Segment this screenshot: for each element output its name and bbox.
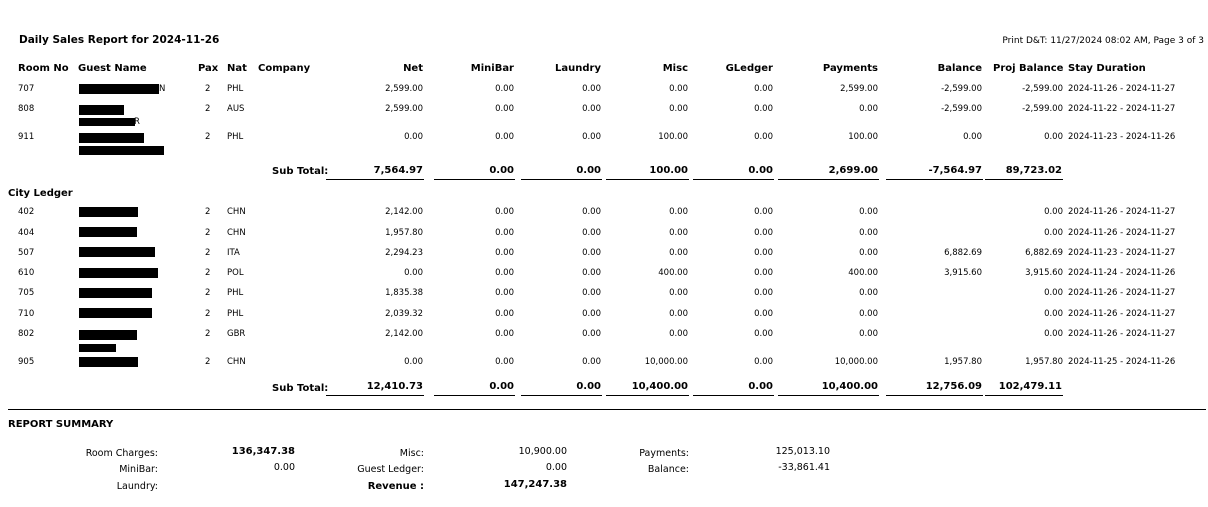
subtotal-underline (606, 179, 689, 180)
stay-duration: 2024-11-23 - 2024-11-26 (1068, 132, 1176, 142)
nat: CHN (227, 357, 246, 367)
redacted-guest-name (79, 207, 138, 217)
room-no: 705 (18, 288, 35, 298)
net: 2,039.32 (385, 309, 423, 319)
room-no: 507 (18, 248, 35, 258)
misc: 0.00 (669, 84, 688, 94)
net: 2,294.23 (385, 248, 423, 258)
payments: 0.00 (859, 207, 878, 217)
col-misc: Misc (662, 63, 688, 74)
subtotal-underline (606, 395, 689, 396)
redacted-guest-name (79, 330, 137, 340)
redacted-guest-name (79, 227, 137, 237)
misc: 0.00 (669, 288, 688, 298)
stay-duration: 2024-11-23 - 2024-11-27 (1068, 248, 1176, 258)
gledger: 0.00 (754, 228, 773, 238)
pax: 2 (205, 309, 211, 319)
nat: CHN (227, 207, 246, 217)
nat: AUS (227, 104, 245, 114)
misc: 100.00 (658, 132, 688, 142)
misc: 10,000.00 (644, 357, 688, 367)
subtotal-net: 12,410.73 (366, 381, 423, 392)
subtotal-underline (521, 395, 602, 396)
redacted-guest-name (79, 288, 152, 298)
nat: POL (227, 268, 244, 278)
redacted-guest-name (79, 247, 155, 257)
col-guest-name: Guest Name (78, 63, 147, 74)
laundry: 0.00 (582, 309, 601, 319)
subtotal-balance: 12,756.09 (925, 381, 982, 392)
col-net: Net (403, 63, 423, 74)
summary-balance-value: -33,861.41 (778, 462, 830, 473)
pax: 2 (205, 268, 211, 278)
subtotal-underline (521, 179, 602, 180)
proj-balance: 3,915.60 (1025, 268, 1063, 278)
stay-duration: 2024-11-24 - 2024-11-26 (1068, 268, 1176, 278)
minibar: 0.00 (495, 309, 514, 319)
col-balance: Balance (937, 63, 982, 74)
stay-duration: 2024-11-26 - 2024-11-27 (1068, 329, 1176, 339)
subtotal-misc: 10,400.00 (631, 381, 688, 392)
balance: 3,915.60 (944, 268, 982, 278)
net: 0.00 (404, 132, 423, 142)
minibar: 0.00 (495, 357, 514, 367)
section-title-city-ledger: City Ledger (8, 188, 73, 199)
balance: 1,957.80 (944, 357, 982, 367)
room-no: 404 (18, 228, 35, 238)
laundry: 0.00 (582, 84, 601, 94)
report-title: Daily Sales Report for 2024-11-26 (19, 34, 220, 46)
summary-room-charges-value: 136,347.38 (231, 446, 295, 457)
nat: GBR (227, 329, 246, 339)
stay-duration: 2024-11-26 - 2024-11-27 (1068, 228, 1176, 238)
gledger: 0.00 (754, 207, 773, 217)
col-pax: Pax (198, 63, 219, 74)
subtotal-laundry: 0.00 (576, 381, 601, 392)
net: 0.00 (404, 357, 423, 367)
redacted-guest-name (79, 105, 124, 115)
misc: 0.00 (669, 309, 688, 319)
payments: 0.00 (859, 228, 878, 238)
net: 2,142.00 (385, 207, 423, 217)
summary-balance-label: Balance: (647, 464, 689, 475)
minibar: 0.00 (495, 288, 514, 298)
proj-balance: 0.00 (1044, 329, 1063, 339)
gledger: 0.00 (754, 248, 773, 258)
misc: 0.00 (669, 104, 688, 114)
laundry: 0.00 (582, 207, 601, 217)
misc: 0.00 (669, 329, 688, 339)
subtotal-laundry: 0.00 (576, 165, 601, 176)
col-gledger: GLedger (725, 63, 773, 74)
misc: 400.00 (658, 268, 688, 278)
redacted-guest-name (79, 308, 152, 318)
minibar: 0.00 (495, 104, 514, 114)
payments: 400.00 (848, 268, 878, 278)
room-no: 707 (18, 84, 35, 94)
pax: 2 (205, 357, 211, 367)
guest-name-suffix: R (134, 117, 140, 127)
col-proj-balance: Proj Balance (993, 63, 1064, 74)
payments: 10,000.00 (834, 357, 878, 367)
guest-name-suffix: N (159, 84, 166, 94)
balance: 0.00 (963, 132, 982, 142)
balance: -2,599.00 (941, 104, 982, 114)
misc: 0.00 (669, 207, 688, 217)
proj-balance: 0.00 (1044, 228, 1063, 238)
pax: 2 (205, 132, 211, 142)
redacted-guest-name (79, 118, 135, 126)
subtotal-underline (886, 395, 983, 396)
summary-room-charges-label: Room Charges: (85, 448, 158, 459)
nat: PHL (227, 84, 244, 94)
pax: 2 (205, 228, 211, 238)
room-no: 610 (18, 268, 35, 278)
subtotal-underline (434, 179, 515, 180)
pax: 2 (205, 329, 211, 339)
minibar: 0.00 (495, 207, 514, 217)
subtotal-underline (778, 179, 879, 180)
payments: 0.00 (859, 288, 878, 298)
nat: PHL (227, 288, 244, 298)
gledger: 0.00 (754, 329, 773, 339)
print-info: Print D&T: 11/27/2024 08:02 AM, Page 3 of 3 (1002, 36, 1204, 46)
stay-duration: 2024-11-26 - 2024-11-27 (1068, 309, 1176, 319)
col-nat: Nat (227, 63, 247, 74)
stay-duration: 2024-11-26 - 2024-11-27 (1068, 84, 1176, 94)
nat: PHL (227, 132, 244, 142)
subtotal-payments: 2,699.00 (828, 165, 878, 176)
redacted-guest-name (79, 357, 138, 367)
room-no: 905 (18, 357, 35, 367)
subtotal-label: Sub Total: (272, 383, 329, 394)
summary-minibar-value: 0.00 (273, 462, 295, 473)
redacted-guest-name (79, 344, 116, 352)
subtotal-underline (985, 395, 1063, 396)
pax: 2 (205, 207, 211, 217)
subtotal-underline (693, 179, 774, 180)
room-no: 402 (18, 207, 35, 217)
proj-balance: 0.00 (1044, 288, 1063, 298)
subtotal-minibar: 0.00 (489, 165, 514, 176)
redacted-guest-name (79, 133, 144, 143)
summary-divider (8, 409, 1206, 410)
payments: 0.00 (859, 104, 878, 114)
misc: 0.00 (669, 248, 688, 258)
net: 1,835.38 (385, 288, 423, 298)
summary-payments-label: Payments: (639, 448, 689, 459)
misc: 0.00 (669, 228, 688, 238)
minibar: 0.00 (495, 84, 514, 94)
laundry: 0.00 (582, 228, 601, 238)
summary-payments-value: 125,013.10 (775, 446, 830, 457)
subtotal-underline (326, 395, 424, 396)
redacted-guest-name (79, 268, 158, 278)
net: 0.00 (404, 268, 423, 278)
summary-laundry-label: Laundry: (116, 481, 158, 492)
net: 2,599.00 (385, 84, 423, 94)
subtotal-gledger: 0.00 (748, 381, 773, 392)
payments: 100.00 (848, 132, 878, 142)
minibar: 0.00 (495, 329, 514, 339)
col-company: Company (258, 63, 311, 74)
minibar: 0.00 (495, 228, 514, 238)
summary-misc-label: Misc: (399, 448, 424, 459)
net: 1,957.80 (385, 228, 423, 238)
minibar: 0.00 (495, 268, 514, 278)
gledger: 0.00 (754, 309, 773, 319)
subtotal-underline (886, 179, 983, 180)
room-no: 710 (18, 309, 35, 319)
laundry: 0.00 (582, 288, 601, 298)
pax: 2 (205, 84, 211, 94)
subtotal-misc: 100.00 (649, 165, 688, 176)
subtotal-gledger: 0.00 (748, 165, 773, 176)
summary-guest-ledger-value: 0.00 (545, 462, 567, 473)
subtotal-underline (326, 179, 424, 180)
pax: 2 (205, 288, 211, 298)
laundry: 0.00 (582, 248, 601, 258)
stay-duration: 2024-11-26 - 2024-11-27 (1068, 288, 1176, 298)
payments: 0.00 (859, 329, 878, 339)
net: 2,599.00 (385, 104, 423, 114)
minibar: 0.00 (495, 132, 514, 142)
net: 2,142.00 (385, 329, 423, 339)
gledger: 0.00 (754, 132, 773, 142)
laundry: 0.00 (582, 132, 601, 142)
proj-balance: 0.00 (1044, 207, 1063, 217)
subtotal-proj-balance: 102,479.11 (998, 381, 1062, 392)
redacted-guest-name (79, 146, 164, 155)
proj-balance: 1,957.80 (1025, 357, 1063, 367)
laundry: 0.00 (582, 357, 601, 367)
col-laundry: Laundry (555, 63, 601, 74)
proj-balance: 0.00 (1044, 309, 1063, 319)
laundry: 0.00 (582, 268, 601, 278)
col-room-no: Room No (18, 63, 69, 74)
balance: 6,882.69 (944, 248, 982, 258)
summary-revenue-label: Revenue : (367, 481, 424, 492)
payments: 0.00 (859, 248, 878, 258)
stay-duration: 2024-11-22 - 2024-11-27 (1068, 104, 1176, 114)
subtotal-underline (985, 179, 1063, 180)
room-no: 802 (18, 329, 35, 339)
stay-duration: 2024-11-26 - 2024-11-27 (1068, 207, 1176, 217)
payments: 2,599.00 (840, 84, 878, 94)
laundry: 0.00 (582, 329, 601, 339)
col-minibar: MiniBar (470, 63, 514, 74)
gledger: 0.00 (754, 268, 773, 278)
nat: ITA (227, 248, 240, 258)
balance: -2,599.00 (941, 84, 982, 94)
subtotal-label: Sub Total: (272, 166, 329, 177)
subtotal-balance: -7,564.97 (928, 165, 982, 176)
proj-balance: 0.00 (1044, 132, 1063, 142)
pax: 2 (205, 104, 211, 114)
subtotal-underline (693, 395, 774, 396)
proj-balance: -2,599.00 (1022, 104, 1063, 114)
proj-balance: 6,882.69 (1025, 248, 1063, 258)
nat: PHL (227, 309, 244, 319)
subtotal-minibar: 0.00 (489, 381, 514, 392)
laundry: 0.00 (582, 104, 601, 114)
summary-misc-value: 10,900.00 (518, 446, 567, 457)
subtotal-underline (434, 395, 515, 396)
summary-minibar-label: MiniBar: (119, 464, 158, 475)
col-payments: Payments (822, 63, 878, 74)
proj-balance: -2,599.00 (1022, 84, 1063, 94)
gledger: 0.00 (754, 288, 773, 298)
nat: CHN (227, 228, 246, 238)
stay-duration: 2024-11-25 - 2024-11-26 (1068, 357, 1176, 367)
room-no: 808 (18, 104, 35, 114)
subtotal-underline (778, 395, 879, 396)
subtotal-net: 7,564.97 (373, 165, 423, 176)
summary-guest-ledger-label: Guest Ledger: (357, 464, 424, 475)
minibar: 0.00 (495, 248, 514, 258)
gledger: 0.00 (754, 357, 773, 367)
summary-revenue-value: 147,247.38 (503, 479, 567, 490)
gledger: 0.00 (754, 84, 773, 94)
payments: 0.00 (859, 309, 878, 319)
pax: 2 (205, 248, 211, 258)
redacted-guest-name (79, 84, 159, 94)
summary-title: REPORT SUMMARY (8, 419, 114, 430)
subtotal-proj-balance: 89,723.02 (1005, 165, 1062, 176)
room-no: 911 (18, 132, 35, 142)
col-stay-duration: Stay Duration (1068, 63, 1146, 74)
gledger: 0.00 (754, 104, 773, 114)
subtotal-payments: 10,400.00 (821, 381, 878, 392)
